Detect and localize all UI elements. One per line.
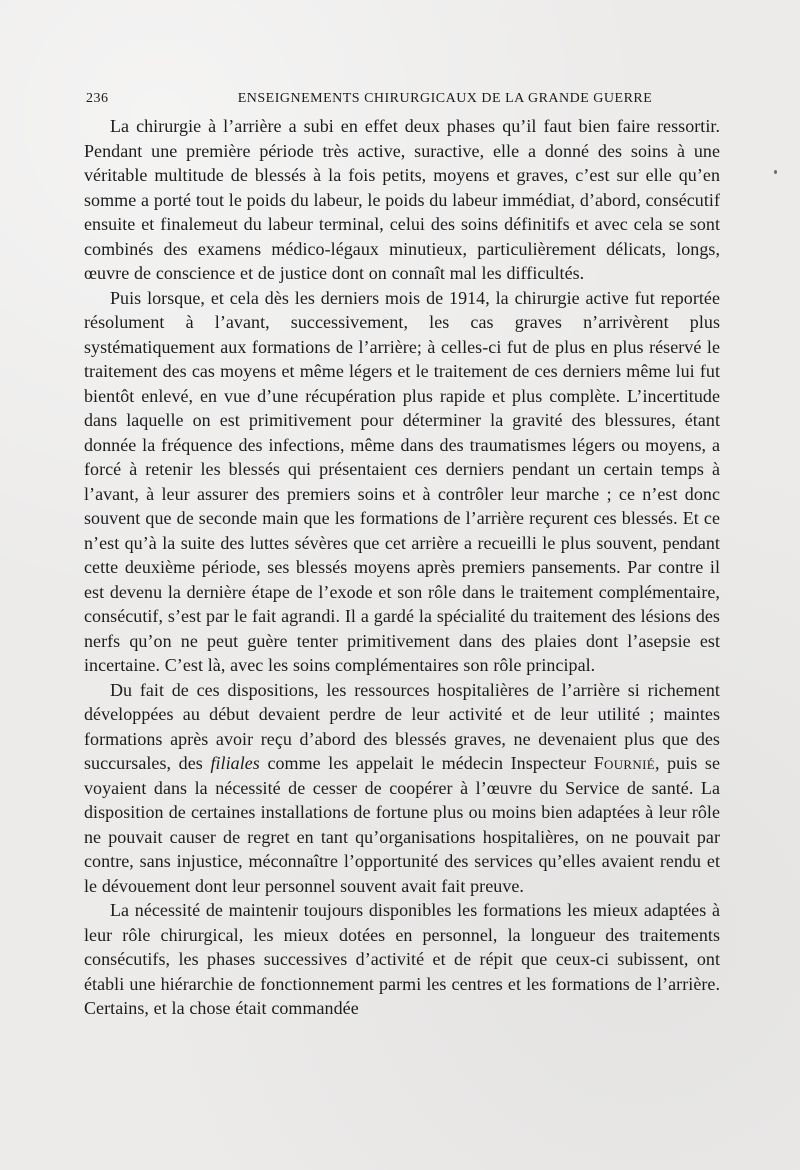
body-text <box>84 114 720 1021</box>
paragraph-3-name: Fournié <box>593 753 655 773</box>
running-head <box>86 88 720 110</box>
ink-speck <box>774 170 777 174</box>
paragraph-3-text-middle: comme les appelait le médecin Inspecteur <box>259 753 594 773</box>
page-number: 236 <box>86 91 109 106</box>
running-title: ENSEIGNEMENTS CHIRURGICAUX DE LA GRANDE GUERRE <box>237 91 653 106</box>
paragraph-3 <box>84 678 720 899</box>
paragraph-4: La nécessité de maintenir toujours disponibles les formations les mieux adaptées à leur rôle chirurgical, les mieux dotées en personnel, la longueur des traitements consécutifs, les phases successives d’activité et de répit que ceux-ci subissent, ont établi une hiérarchie de fonctionnement parmi les centres et les formations de l’arrière. Certains, et la chose était commandée <box>84 900 720 1018</box>
paragraph-3-text-after: , puis se voyaient dans la nécessité de cesser de coopérer à l’œuvre du Service de santé. La disposition de certaines installations de fortune plus ou moins bien adaptées à leur rôle ne pouvait causer de regret en tant qu’organisations hospitalières, on ne pouvait par contre, sans injustice, méconnaître l’opportunité des services qu’elles avaient rendu et le dévouement dont leur personnel souvent avait fait preuve. <box>84 753 721 896</box>
paragraph-3-italic-term: filiales <box>210 753 260 773</box>
paragraph-3-text-before: Du fait de ces dispositions, les ressources hospitalières de l’arrière si richement développées au début devaient perdre de leur activité et de leur utilité ; maintes formations après avoir reçu d’abord des blessés graves, ne devenaient plus que des succursales, des <box>84 679 720 773</box>
paragraph-2: Puis lorsque, et cela dès les derniers mois de 1914, la chirurgie active fut reportée résolument à l’avant, successivement, les cas graves n’arrivèrent plus systématiquement aux formations de l’arrière; à celles-ci fut de plus en plus réservé le traitement des cas moyens et même légers et le traitement de ces derniers même lui fut bientôt enlevé, en vue d’une récupération plus rapide et plus complète. L’incertitude dans laquelle on est primitivement pour déterminer la gravité des blessures, étant donnée la fréquence des infections, même dans des traumatismes légers ou moyens, a forcé à retenir les blessés qui présentaient ces derniers pendant un certain temps à l’avant, à leur assurer des premiers soins et à contrôler leur marche ; ce n’est donc souvent que de seconde main que les formations de l’arrière reçurent ces blessés. Et ce n’est qu’à la suite des luttes sévères que cet arrière a recueilli le plus souvent, pendant cette deuxième période, ses blessés moyens après premiers pansements. Par contre il est devenu la dernière étape de l’exode et son rôle dans le traitement complémentaire, consécutif, s’est par le fait agrandi. Il a gardé la spécialité du traitement des lésions des nerfs qu’on ne peut guère tenter primitivement dans des plaies dont l’asepsie est incertaine. C’est là, avec les soins complémentaires son rôle principal. <box>84 287 720 675</box>
paragraph-1: La chirurgie à l’arrière a subi en effet deux phases qu’il faut bien faire ressortir. Pendant une première période très active, suractive, elle a donné des soins à une véritable multitude de blessés à la fois petits, moyens et graves, c’est sur elle qu’en somme a porté tout le poids du labeur, le poids du labeur immédiat, d’abord, consécutif ensuite et finalemeut du labeur terminal, celui des soins définitifs et avec cela se sont combinés des examens médico-légaux minutieux, particulièrement délicats, longs, œuvre de conscience et de justice dont on connaît mal les difficultés. <box>84 116 720 283</box>
